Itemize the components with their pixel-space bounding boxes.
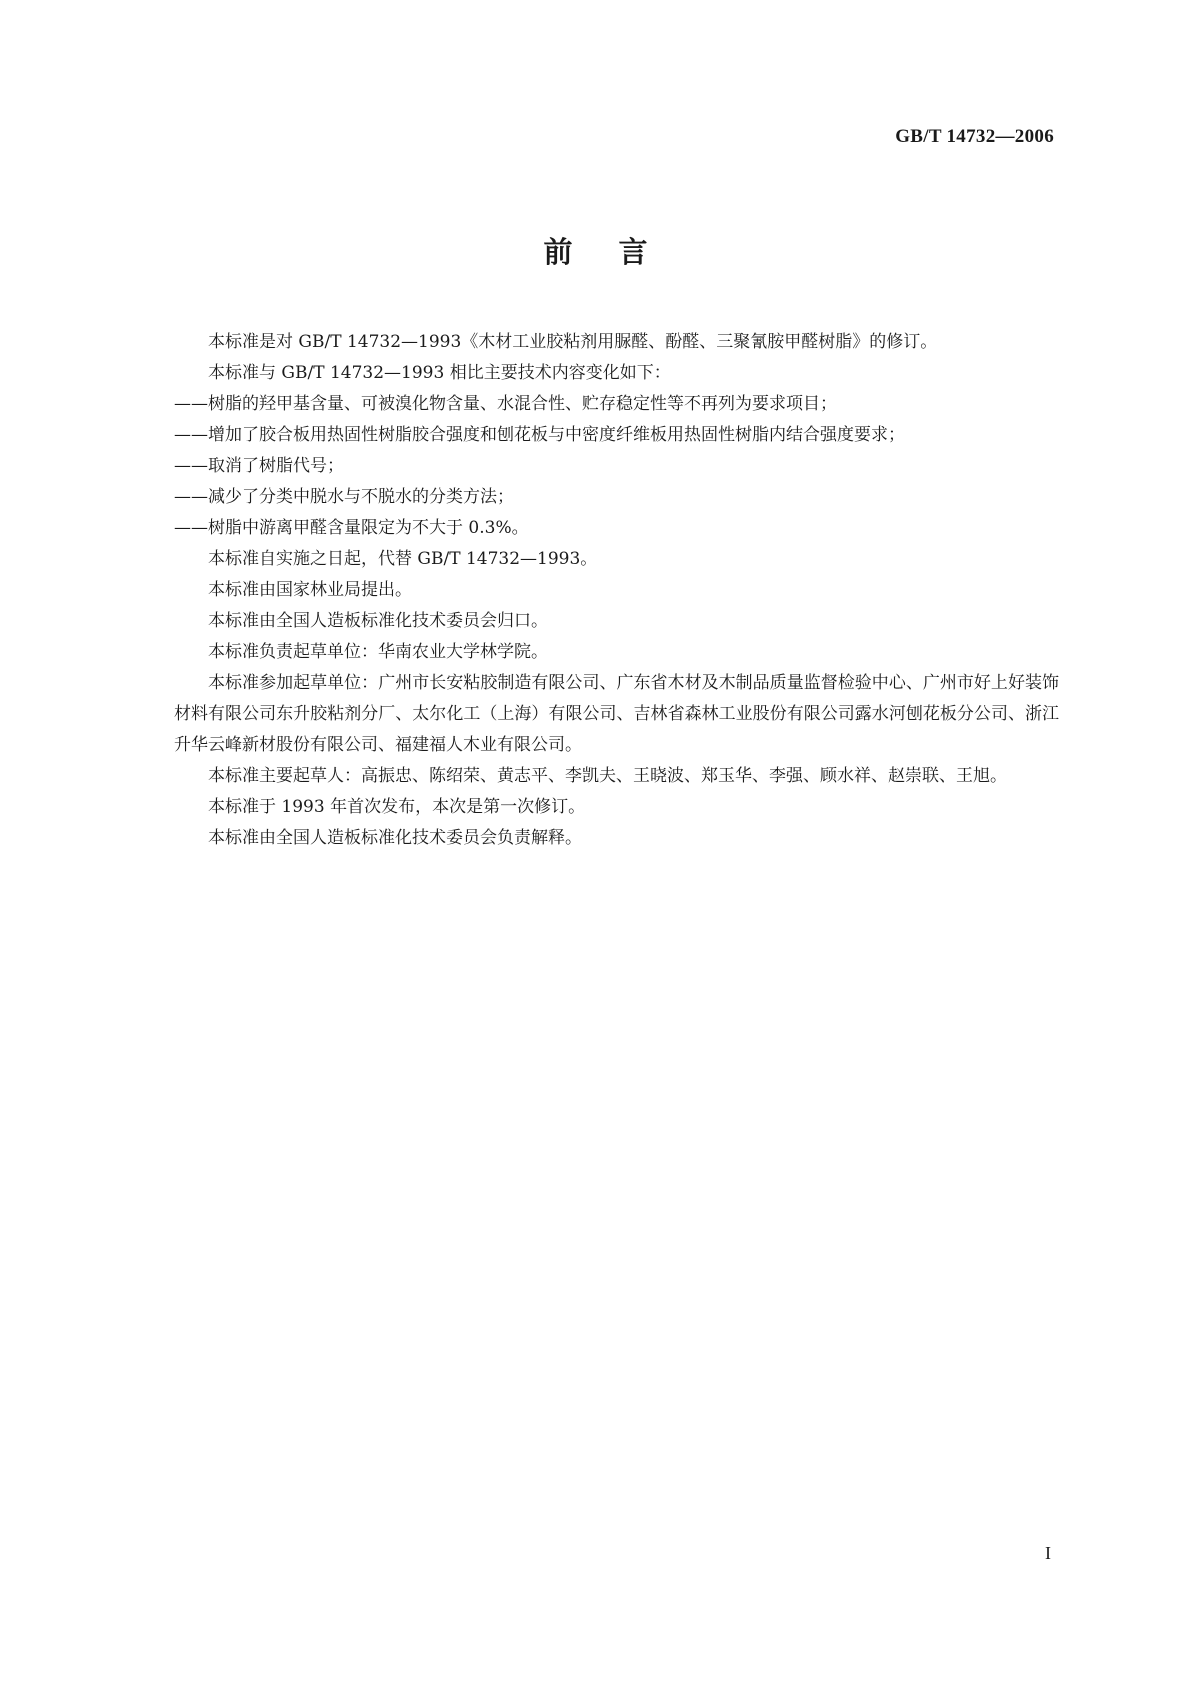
paragraph-changes-intro: 本标准与 GB/T 14732—1993 相比主要技术内容变化如下： (208, 363, 671, 383)
change-item: ——减少了分类中脱水与不脱水的分类方法； (174, 487, 514, 507)
change-item: ——树脂的羟甲基含量、可被溴化物含量、水混合性、贮存稳定性等不再列为要求项目； (174, 394, 837, 414)
change-item: ——树脂中游离甲醛含量限定为不大于 0.3%。 (174, 518, 529, 538)
change-item: ——增加了胶合板用热固性树脂胶合强度和刨花板与中密度纤维板用热固性树脂内结合强度要求； (174, 425, 905, 445)
paragraph-lead-drafter-unit: 本标准负责起草单位：华南农业大学林学院。 (208, 642, 548, 662)
paragraph-interpretation: 本标准由全国人造板标准化技术委员会负责解释。 (208, 828, 582, 848)
paragraph-replacement: 本标准自实施之日起，代替 GB/T 14732—1993。 (208, 549, 598, 569)
paragraph-participating-units: 本标准参加起草单位：广州市长安粘胶制造有限公司、广东省木材及木制品质量监督检验中心、广州市好上好装饰材料有限公司东升胶粘剂分厂、太尔化工（上海）有限公司、吉林省森林工业股份有限公司露水河刨花板分公司、浙江升华云峰新材股份有限公司、福建福人木业有限公司。 (174, 673, 1059, 755)
change-item: ——取消了树脂代号； (174, 456, 344, 476)
standard-code: GB/T 14732—2006 (895, 126, 1054, 147)
paragraph-main-drafters: 本标准主要起草人：高振忠、陈绍荣、黄志平、李凯夫、王晓波、郑玉华、李强、顾水祥、赵崇联、王旭。 (208, 766, 1007, 786)
paragraph-proposer: 本标准由国家林业局提出。 (208, 580, 412, 600)
paragraph-centralized: 本标准由全国人造板标准化技术委员会归口。 (208, 611, 548, 631)
foreword-body (174, 327, 1059, 854)
paragraph-revision-note: 本标准是对 GB/T 14732—1993《木材工业胶粘剂用脲醛、酚醛、三聚氰胺甲醛树脂》的修订。 (208, 332, 938, 352)
page-title: 前言 (543, 235, 694, 269)
paragraph-publication-history: 本标准于 1993 年首次发布，本次是第一次修订。 (208, 797, 586, 817)
page-number: I (1045, 1543, 1051, 1563)
